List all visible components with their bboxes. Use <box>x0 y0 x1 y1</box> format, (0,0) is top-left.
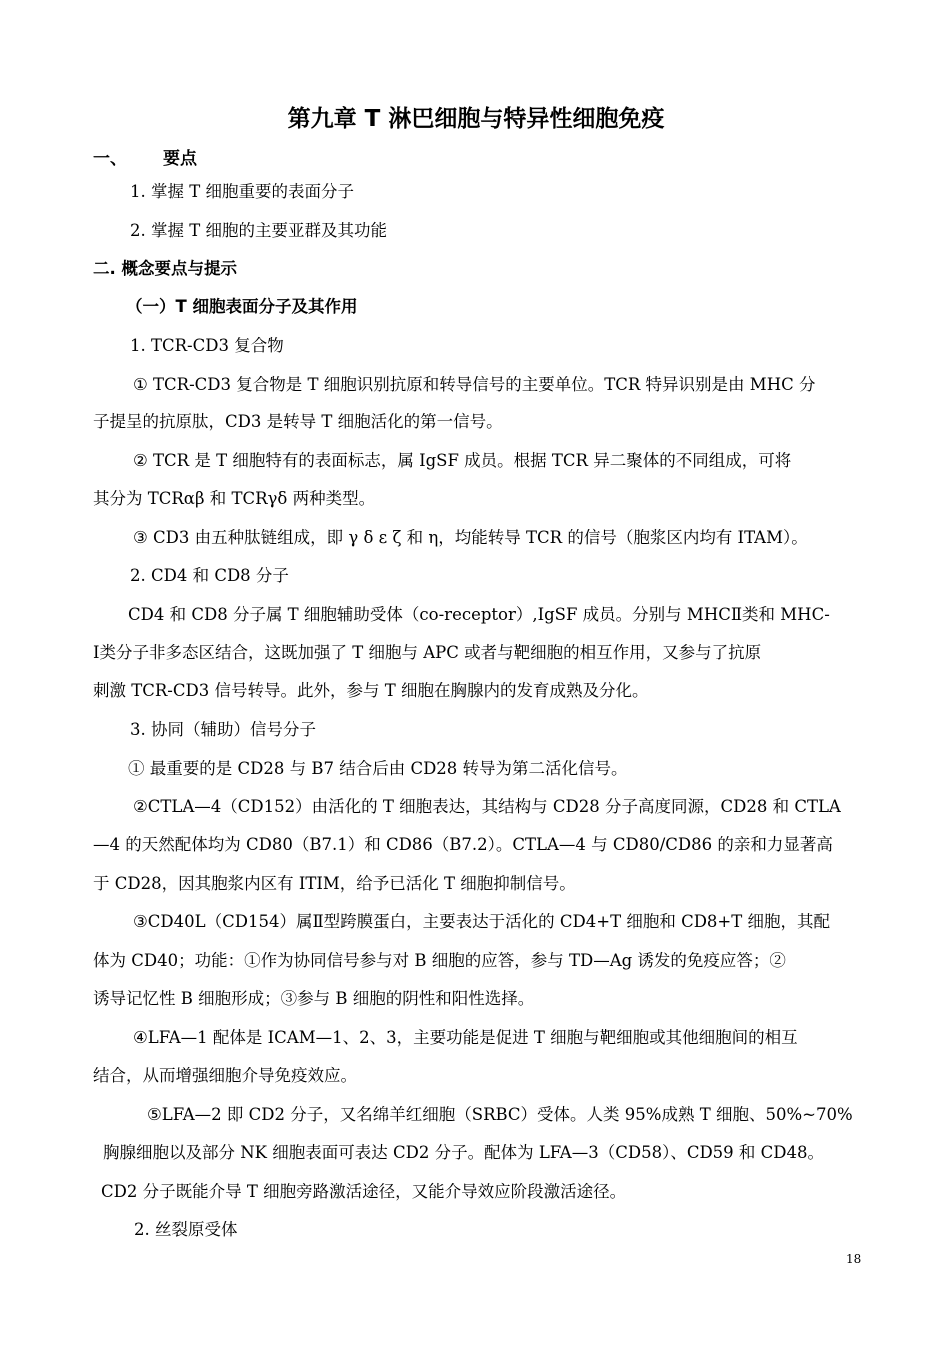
section-one-title: 要点 <box>163 149 197 169</box>
body-line: CD2 分子既能介导 T 细胞旁路激活途径，又能介导效应阶段激活途径。 <box>101 1182 627 1201</box>
body-line: ⑤LFA—2 即 CD2 分子，又名绵羊红细胞（SRBC）受体。人类 95%成熟 T 细胞、50%~70% <box>147 1105 853 1124</box>
body-line: 子提呈的抗原肽，CD3 是转导 T 细胞活化的第一信号。 <box>93 412 503 431</box>
body-line: ②CTLA—4（CD152）由活化的 T 细胞表达，其结构与 CD28 分子高度同源，CD28 和 CTLA <box>133 797 841 816</box>
body-line: —4 的天然配体均为 CD80（B7.1）和 CD86（B7.2）。CTLA—4 与 CD80/CD86 的亲和力显著高 <box>93 835 833 854</box>
body-line: 诱导记忆性 B 细胞形成；③参与 B 细胞的阴性和阳性选择。 <box>93 989 535 1008</box>
body-line: ① 最重要的是 CD28 与 B7 结合后由 CD28 转导为第二活化信号。 <box>128 759 628 778</box>
body-line: Ⅰ类分子非多态区结合，这既加强了 T 细胞与 APC 或者与靶细胞的相互作用，又参与了抗原 <box>93 643 762 662</box>
body-line: ③CD40L（CD154）属Ⅱ型跨膜蛋白，主要表达于活化的 CD4+T 细胞和 CD8+T 细胞，其配 <box>133 912 831 931</box>
body-line: 刺激 TCR-CD3 信号转导。此外，参与 T 细胞在胸腺内的发育成熟及分化。 <box>93 681 649 700</box>
body-line: 其分为 TCRαβ 和 TCRγδ 两种类型。 <box>93 489 376 508</box>
subsection-heading: （一）T 细胞表面分子及其作用 <box>126 297 358 316</box>
point-item: 2. 掌握 T 细胞的主要亚群及其功能 <box>130 221 387 240</box>
body-line: ③ CD3 由五种肽链组成，即 γ δ ε ζ 和 η，均能转导 TCR 的信号（胞浆区内均有 ITAM）。 <box>133 528 808 547</box>
body-line: 2. 丝裂原受体 <box>134 1220 238 1239</box>
body-line: 1. TCR-CD3 复合物 <box>130 336 284 355</box>
page-number: 18 <box>846 1252 862 1266</box>
body-line: 体为 CD40；功能：①作为协同信号参与对 B 细胞的应答，参与 TD—Ag 诱发的免疫应答；② <box>93 951 786 970</box>
section-two-heading: 二. 概念要点与提示 <box>93 259 238 278</box>
body-line: CD4 和 CD8 分子属 T 细胞辅助受体（co-receptor）,IgSF 成员。分别与 MHCⅡ类和 MHC- <box>128 605 830 624</box>
body-line: 3. 协同（辅助）信号分子 <box>130 720 316 739</box>
point-item: 1. 掌握 T 细胞重要的表面分子 <box>130 182 354 201</box>
chapter-title: 第九章 T 淋巴细胞与特异性细胞免疫 <box>287 106 665 132</box>
body-line: ④LFA—1 配体是 ICAM—1、2、3，主要功能是促进 T 细胞与靶细胞或其他细胞间的相互 <box>133 1028 798 1047</box>
body-line: 于 CD28，因其胞浆内区有 ITIM，给予已活化 T 细胞抑制信号。 <box>93 874 576 893</box>
body-line: ② TCR 是 T 细胞特有的表面标志，属 IgSF 成员。根据 TCR 异二聚体的不同组成，可将 <box>133 451 792 470</box>
body-line: 胸腺细胞以及部分 NK 细胞表面可表达 CD2 分子。配体为 LFA—3（CD58）、CD59 和 CD48。 <box>103 1143 825 1162</box>
section-one-number: 一、 <box>93 149 127 169</box>
section-one-heading <box>93 144 197 169</box>
body-line: 2. CD4 和 CD8 分子 <box>130 566 289 585</box>
body-line: 结合，从而增强细胞介导免疫效应。 <box>93 1066 357 1085</box>
body-line: ① TCR-CD3 复合物是 T 细胞识别抗原和转导信号的主要单位。TCR 特异识别是由 MHC 分 <box>133 375 816 394</box>
